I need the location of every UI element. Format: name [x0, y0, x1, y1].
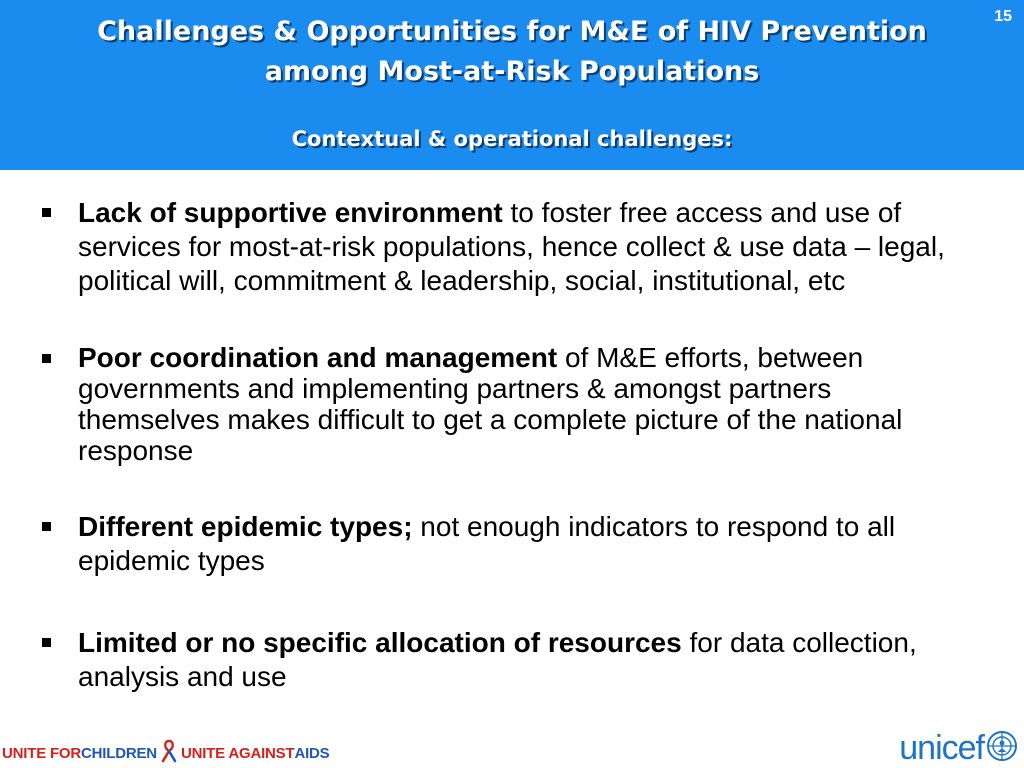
bullet-item: [36, 196, 956, 298]
red-ribbon-icon: [161, 739, 177, 767]
bullet-marker-icon: [42, 638, 51, 647]
bullet-list: [36, 196, 956, 694]
bullet-item: [36, 510, 956, 578]
unicef-emblem-icon: [986, 730, 1018, 766]
slide-title: [0, 12, 1024, 92]
unite-for-children-banner: [2, 741, 330, 765]
bullet-marker-icon: [42, 354, 51, 363]
bullet-marker-icon: [42, 208, 51, 217]
bullet-bold-text: Poor coordination and management: [78, 342, 558, 373]
banner-text-aids: AIDS: [294, 744, 330, 762]
page-number: 15: [994, 8, 1012, 25]
bullet-bold-text: Lack of supportive environment: [78, 197, 503, 228]
bullet-bold-text: Limited or no specific allocation of resources: [78, 627, 682, 658]
slide-header: [0, 0, 1024, 170]
bullet-bold-text: Different epidemic types;: [78, 511, 413, 542]
unicef-logo-text: unicef: [899, 729, 984, 767]
bullet-text: to foster free access and use of services for most-at-risk populations, hence collect & use data – legal, political will, commitment & leadership, social, institutional, etc: [78, 197, 945, 296]
title-line-1: Challenges & Opportunities for M&E of HIV Prevention: [97, 16, 927, 47]
bullet-item: [36, 342, 956, 466]
bullet-text: for data collection, analysis and use: [78, 627, 917, 692]
title-line-2: among Most-at-Risk Populations: [264, 56, 760, 87]
bullet-text: not enough indicators to respond to all epidemic types: [78, 511, 896, 576]
bullet-marker-icon: [42, 522, 51, 531]
unicef-logo: [899, 728, 1018, 768]
banner-text-unite-for: UNITE FOR: [2, 744, 82, 762]
banner-text-unite-against: UNITE AGAINST: [180, 744, 295, 762]
banner-text-children: CHILDREN: [81, 744, 157, 762]
bullet-item: [36, 626, 956, 694]
slide-subtitle: Contextual & operational challenges:: [291, 127, 733, 151]
bullet-text: of M&E efforts, between governments and implementing partners & amongst partners themselves makes difficult to get a complete picture of the national response: [78, 342, 903, 466]
